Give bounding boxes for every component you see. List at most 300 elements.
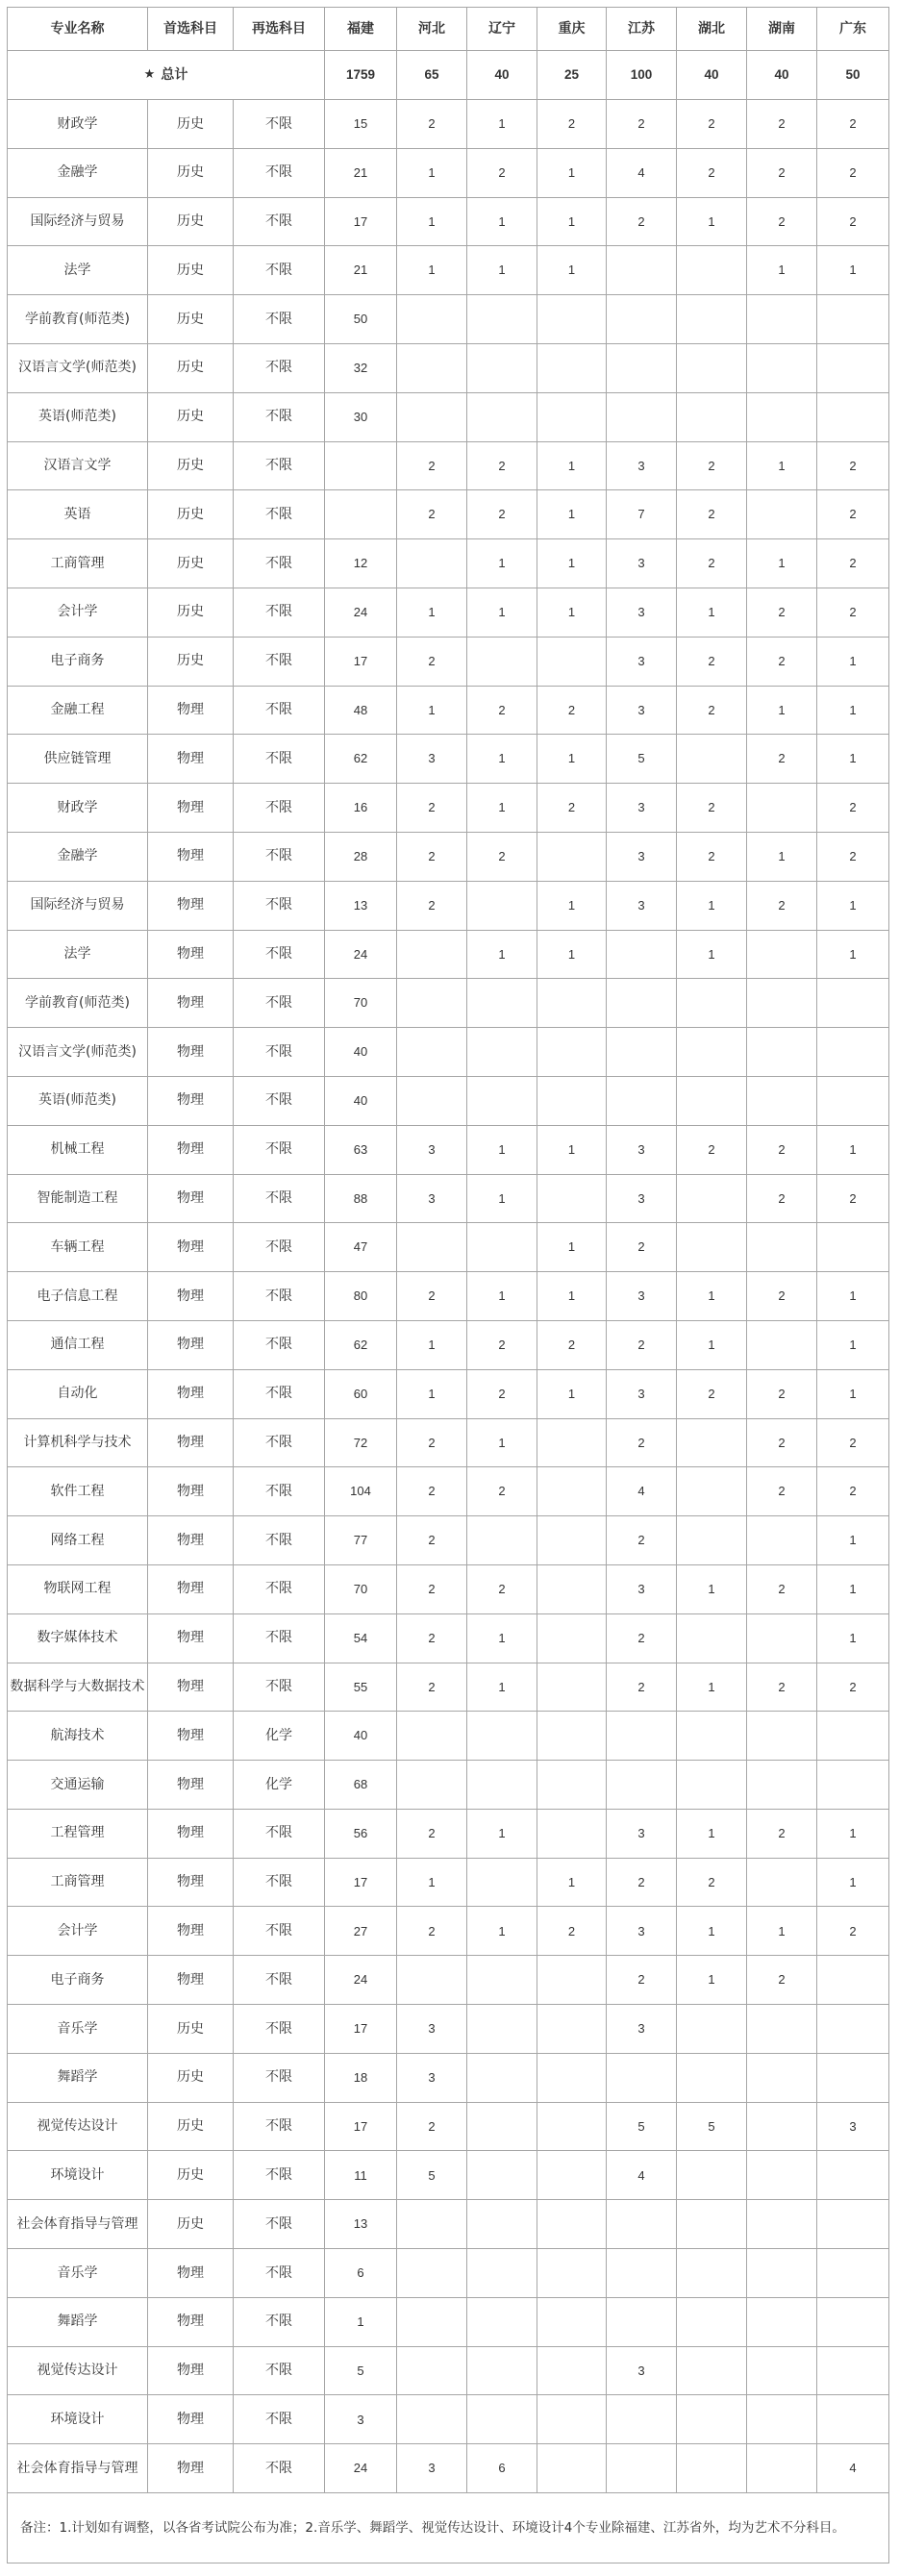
table-row — [8, 1419, 889, 1468]
quota-hubei — [677, 295, 747, 344]
cell-major: 数据科学与大数据技术 — [8, 1663, 148, 1713]
cell-first-subject: 物理 — [148, 1321, 234, 1370]
quota-chongqing — [537, 1467, 607, 1516]
quota-hunan — [747, 1223, 817, 1272]
quota-guangdong: 2 — [817, 1663, 889, 1713]
quota-guangdong — [817, 1761, 889, 1810]
quota-chongqing: 1 — [537, 1126, 607, 1175]
quota-hubei — [677, 2005, 747, 2054]
cell-major: 视觉传达设计 — [8, 2103, 148, 2152]
quota-hubei: 1 — [677, 1907, 747, 1956]
quota-hubei — [677, 246, 747, 295]
table-row — [8, 735, 889, 784]
cell-second-subject: 不限 — [234, 295, 325, 344]
quota-hunan: 2 — [747, 1956, 817, 2005]
quota-hebei: 1 — [397, 588, 467, 638]
quota-fujian: 70 — [325, 1565, 397, 1614]
cell-first-subject: 物理 — [148, 2444, 234, 2493]
quota-hubei: 1 — [677, 1321, 747, 1370]
quota-chongqing — [537, 638, 607, 687]
quota-hebei — [397, 1761, 467, 1810]
quota-chongqing: 1 — [537, 539, 607, 588]
cell-first-subject: 历史 — [148, 442, 234, 491]
cell-major: 社会体育指导与管理 — [8, 2444, 148, 2493]
quota-hubei — [677, 1028, 747, 1077]
quota-hebei: 2 — [397, 882, 467, 931]
table-row — [8, 393, 889, 442]
quota-hebei: 2 — [397, 638, 467, 687]
table-row — [8, 931, 889, 980]
total-hunan: 40 — [747, 51, 817, 100]
quota-guangdong — [817, 2200, 889, 2249]
table-row — [8, 1223, 889, 1272]
table-row — [8, 2249, 889, 2298]
quota-jiangsu: 5 — [607, 2103, 677, 2152]
quota-hunan: 2 — [747, 638, 817, 687]
quota-jiangsu: 3 — [607, 1907, 677, 1956]
quota-fujian: 12 — [325, 539, 397, 588]
quota-hunan: 1 — [747, 687, 817, 736]
quota-fujian: 62 — [325, 1321, 397, 1370]
quota-guangdong: 2 — [817, 588, 889, 638]
cell-second-subject: 不限 — [234, 2151, 325, 2200]
quota-hubei: 1 — [677, 1663, 747, 1713]
quota-chongqing: 1 — [537, 198, 607, 247]
cell-first-subject: 历史 — [148, 2054, 234, 2103]
quota-chongqing: 1 — [537, 490, 607, 539]
quota-hubei — [677, 344, 747, 393]
quota-liaoning — [467, 393, 537, 442]
table-row — [8, 198, 889, 247]
quota-jiangsu: 3 — [607, 882, 677, 931]
quota-hubei: 2 — [677, 442, 747, 491]
quota-jiangsu: 3 — [607, 833, 677, 882]
cell-second-subject: 不限 — [234, 1956, 325, 2005]
quota-hunan — [747, 490, 817, 539]
quota-guangdong — [817, 1712, 889, 1761]
cell-first-subject: 物理 — [148, 1810, 234, 1859]
quota-guangdong: 3 — [817, 2103, 889, 2152]
table-row — [8, 1272, 889, 1321]
table-row — [8, 1077, 889, 1126]
cell-major: 会计学 — [8, 1907, 148, 1956]
quota-liaoning: 2 — [467, 1370, 537, 1419]
quota-guangdong: 1 — [817, 1565, 889, 1614]
quota-guangdong — [817, 1956, 889, 2005]
quota-chongqing: 2 — [537, 1321, 607, 1370]
quota-hunan: 2 — [747, 1810, 817, 1859]
quota-jiangsu: 3 — [607, 687, 677, 736]
quota-fujian: 21 — [325, 149, 397, 198]
cell-second-subject: 不限 — [234, 1223, 325, 1272]
quota-hebei: 2 — [397, 1614, 467, 1663]
cell-major: 舞蹈学 — [8, 2298, 148, 2347]
header-guangdong: 广东 — [817, 8, 889, 51]
cell-second-subject: 不限 — [234, 1126, 325, 1175]
header-jiangsu: 江苏 — [607, 8, 677, 51]
cell-second-subject: 不限 — [234, 833, 325, 882]
cell-major: 英语 — [8, 490, 148, 539]
quota-guangdong: 1 — [817, 735, 889, 784]
cell-second-subject: 不限 — [234, 1516, 325, 1565]
quota-jiangsu — [607, 931, 677, 980]
quota-hubei: 1 — [677, 588, 747, 638]
quota-hubei: 2 — [677, 1126, 747, 1175]
quota-liaoning: 2 — [467, 490, 537, 539]
table-body — [8, 100, 889, 2493]
quota-fujian: 54 — [325, 1614, 397, 1663]
quota-hunan — [747, 2054, 817, 2103]
quota-hebei: 3 — [397, 2444, 467, 2493]
cell-major: 财政学 — [8, 784, 148, 833]
quota-hebei — [397, 2395, 467, 2444]
quota-jiangsu — [607, 2298, 677, 2347]
quota-fujian: 17 — [325, 198, 397, 247]
header-chongqing: 重庆 — [537, 8, 607, 51]
quota-jiangsu: 2 — [607, 1321, 677, 1370]
quota-hunan: 2 — [747, 1370, 817, 1419]
cell-second-subject: 不限 — [234, 393, 325, 442]
quota-jiangsu: 3 — [607, 1272, 677, 1321]
table-row — [8, 2347, 889, 2396]
quota-fujian: 50 — [325, 295, 397, 344]
quota-jiangsu — [607, 2444, 677, 2493]
quota-liaoning — [467, 979, 537, 1028]
quota-guangdong: 2 — [817, 490, 889, 539]
quota-fujian: 21 — [325, 246, 397, 295]
cell-first-subject: 历史 — [148, 344, 234, 393]
cell-major: 交通运输 — [8, 1761, 148, 1810]
quota-guangdong: 2 — [817, 833, 889, 882]
quota-guangdong: 1 — [817, 246, 889, 295]
quota-guangdong — [817, 295, 889, 344]
table-row — [8, 784, 889, 833]
quota-liaoning: 2 — [467, 1321, 537, 1370]
quota-hubei — [677, 1516, 747, 1565]
quota-chongqing — [537, 2347, 607, 2396]
cell-first-subject: 物理 — [148, 1126, 234, 1175]
quota-hunan: 2 — [747, 100, 817, 149]
quota-jiangsu: 3 — [607, 588, 677, 638]
quota-liaoning: 1 — [467, 246, 537, 295]
quota-liaoning — [467, 2054, 537, 2103]
quota-chongqing: 2 — [537, 687, 607, 736]
quota-chongqing — [537, 2005, 607, 2054]
quota-fujian: 13 — [325, 2200, 397, 2249]
cell-second-subject: 不限 — [234, 1614, 325, 1663]
cell-major: 工商管理 — [8, 1859, 148, 1908]
quota-hebei: 3 — [397, 2054, 467, 2103]
quota-guangdong — [817, 2395, 889, 2444]
quota-hubei: 2 — [677, 1370, 747, 1419]
quota-hebei — [397, 979, 467, 1028]
table-row — [8, 1467, 889, 1516]
table-row — [8, 539, 889, 588]
quota-liaoning — [467, 1859, 537, 1908]
quota-liaoning — [467, 2298, 537, 2347]
quota-chongqing — [537, 2444, 607, 2493]
quota-hunan — [747, 295, 817, 344]
cell-second-subject: 不限 — [234, 2298, 325, 2347]
quota-liaoning: 2 — [467, 149, 537, 198]
quota-chongqing — [537, 1761, 607, 1810]
cell-second-subject: 不限 — [234, 882, 325, 931]
quota-fujian: 24 — [325, 931, 397, 980]
quota-fujian: 40 — [325, 1077, 397, 1126]
quota-hebei: 3 — [397, 735, 467, 784]
quota-guangdong: 2 — [817, 100, 889, 149]
quota-jiangsu — [607, 1077, 677, 1126]
quota-hebei: 1 — [397, 149, 467, 198]
cell-second-subject: 不限 — [234, 2200, 325, 2249]
quota-hunan: 1 — [747, 539, 817, 588]
quota-jiangsu: 2 — [607, 1516, 677, 1565]
cell-first-subject: 物理 — [148, 1467, 234, 1516]
quota-chongqing — [537, 2054, 607, 2103]
quota-hunan — [747, 393, 817, 442]
quota-chongqing — [537, 393, 607, 442]
quota-jiangsu: 5 — [607, 735, 677, 784]
quota-hebei — [397, 1028, 467, 1077]
table-row — [8, 1761, 889, 1810]
quota-hebei: 1 — [397, 1321, 467, 1370]
quota-liaoning: 2 — [467, 442, 537, 491]
table-row — [8, 638, 889, 687]
quota-hubei: 1 — [677, 882, 747, 931]
header-first-subject: 首选科目 — [148, 8, 234, 51]
cell-first-subject: 物理 — [148, 735, 234, 784]
quota-guangdong — [817, 2347, 889, 2396]
quota-guangdong: 1 — [817, 1614, 889, 1663]
quota-liaoning — [467, 1761, 537, 1810]
cell-major: 国际经济与贸易 — [8, 882, 148, 931]
quota-hunan: 2 — [747, 1565, 817, 1614]
cell-first-subject: 物理 — [148, 931, 234, 980]
table-row — [8, 100, 889, 149]
cell-second-subject: 不限 — [234, 100, 325, 149]
cell-major: 金融学 — [8, 149, 148, 198]
quota-jiangsu: 4 — [607, 149, 677, 198]
quota-jiangsu — [607, 2054, 677, 2103]
quota-hubei — [677, 735, 747, 784]
quota-jiangsu: 7 — [607, 490, 677, 539]
quota-hebei — [397, 393, 467, 442]
quota-fujian: 30 — [325, 393, 397, 442]
quota-guangdong: 1 — [817, 638, 889, 687]
quota-chongqing — [537, 1614, 607, 1663]
quota-chongqing — [537, 2298, 607, 2347]
quota-liaoning — [467, 1956, 537, 2005]
table-header-row — [8, 8, 889, 51]
quota-jiangsu: 2 — [607, 198, 677, 247]
quota-chongqing — [537, 1419, 607, 1468]
cell-first-subject: 物理 — [148, 1419, 234, 1468]
quota-hebei: 3 — [397, 1126, 467, 1175]
quota-hunan — [747, 1761, 817, 1810]
cell-second-subject: 不限 — [234, 149, 325, 198]
cell-first-subject: 物理 — [148, 2395, 234, 2444]
table-row — [8, 1516, 889, 1565]
quota-liaoning: 1 — [467, 1175, 537, 1224]
quota-fujian: 27 — [325, 1907, 397, 1956]
quota-fujian: 55 — [325, 1663, 397, 1713]
quota-hubei: 2 — [677, 784, 747, 833]
quota-hubei — [677, 2200, 747, 2249]
enrollment-plan-table — [7, 7, 889, 2563]
quota-hunan — [747, 344, 817, 393]
quota-fujian: 16 — [325, 784, 397, 833]
cell-second-subject: 不限 — [234, 2005, 325, 2054]
cell-major: 航海技术 — [8, 1712, 148, 1761]
quota-fujian: 24 — [325, 2444, 397, 2493]
cell-second-subject: 不限 — [234, 638, 325, 687]
quota-fujian: 68 — [325, 1761, 397, 1810]
cell-second-subject: 不限 — [234, 2249, 325, 2298]
quota-chongqing: 1 — [537, 931, 607, 980]
quota-hubei: 1 — [677, 1272, 747, 1321]
quota-fujian — [325, 442, 397, 491]
quota-chongqing — [537, 2249, 607, 2298]
cell-second-subject: 化学 — [234, 1761, 325, 1810]
header-hubei: 湖北 — [677, 8, 747, 51]
quota-chongqing: 1 — [537, 735, 607, 784]
cell-second-subject: 不限 — [234, 1663, 325, 1713]
quota-hubei — [677, 1077, 747, 1126]
quota-chongqing: 2 — [537, 1907, 607, 1956]
total-guangdong: 50 — [817, 51, 889, 100]
quota-chongqing — [537, 1028, 607, 1077]
quota-guangdong: 1 — [817, 882, 889, 931]
quota-guangdong — [817, 1077, 889, 1126]
quota-guangdong: 2 — [817, 1467, 889, 1516]
quota-hubei: 2 — [677, 149, 747, 198]
quota-jiangsu — [607, 1028, 677, 1077]
quota-fujian: 13 — [325, 882, 397, 931]
quota-liaoning: 1 — [467, 1614, 537, 1663]
cell-second-subject: 不限 — [234, 1467, 325, 1516]
quota-guangdong — [817, 979, 889, 1028]
cell-major: 工商管理 — [8, 539, 148, 588]
quota-hebei: 2 — [397, 442, 467, 491]
quota-liaoning: 1 — [467, 198, 537, 247]
cell-major: 环境设计 — [8, 2151, 148, 2200]
total-jiangsu: 100 — [607, 51, 677, 100]
quota-chongqing — [537, 1663, 607, 1713]
quota-liaoning — [467, 2005, 537, 2054]
quota-hubei — [677, 2298, 747, 2347]
quota-chongqing — [537, 2103, 607, 2152]
quota-hubei — [677, 393, 747, 442]
quota-jiangsu — [607, 2395, 677, 2444]
cell-first-subject: 历史 — [148, 588, 234, 638]
cell-first-subject: 历史 — [148, 490, 234, 539]
cell-major: 汉语言文学 — [8, 442, 148, 491]
cell-major: 汉语言文学(师范类) — [8, 344, 148, 393]
cell-first-subject: 物理 — [148, 1712, 234, 1761]
total-label-cell — [8, 51, 325, 100]
quota-fujian: 77 — [325, 1516, 397, 1565]
cell-second-subject: 不限 — [234, 979, 325, 1028]
cell-second-subject: 不限 — [234, 1028, 325, 1077]
quota-guangdong: 1 — [817, 687, 889, 736]
quota-jiangsu: 2 — [607, 1223, 677, 1272]
header-fujian: 福建 — [325, 8, 397, 51]
quota-liaoning — [467, 2200, 537, 2249]
quota-hebei: 2 — [397, 1516, 467, 1565]
quota-fujian: 24 — [325, 1956, 397, 2005]
quota-hebei: 2 — [397, 1467, 467, 1516]
quota-jiangsu — [607, 1761, 677, 1810]
quota-jiangsu: 2 — [607, 1956, 677, 2005]
quota-hunan: 2 — [747, 735, 817, 784]
quota-fujian: 80 — [325, 1272, 397, 1321]
quota-fujian: 1 — [325, 2298, 397, 2347]
cell-major: 电子信息工程 — [8, 1272, 148, 1321]
quota-guangdong: 2 — [817, 198, 889, 247]
quota-hubei — [677, 1614, 747, 1663]
quota-hebei: 1 — [397, 1370, 467, 1419]
quota-jiangsu: 3 — [607, 1810, 677, 1859]
quota-guangdong: 2 — [817, 784, 889, 833]
footer-note: 备注：1.计划如有调整，以各省考试院公布为准；2.音乐学、舞蹈学、视觉传达设计、环境设计4个专业除福建、江苏省外，均为艺术不分科目。 — [8, 2493, 889, 2563]
quota-chongqing — [537, 2200, 607, 2249]
quota-hunan — [747, 979, 817, 1028]
quota-hubei — [677, 2249, 747, 2298]
quota-hunan — [747, 2347, 817, 2396]
quota-hubei: 1 — [677, 1956, 747, 2005]
quota-hebei: 5 — [397, 2151, 467, 2200]
quota-hebei — [397, 295, 467, 344]
quota-liaoning: 1 — [467, 100, 537, 149]
quota-hubei: 2 — [677, 687, 747, 736]
quota-jiangsu — [607, 246, 677, 295]
total-row — [8, 51, 889, 100]
quota-guangdong: 1 — [817, 1321, 889, 1370]
quota-guangdong — [817, 2298, 889, 2347]
quota-hebei: 2 — [397, 1419, 467, 1468]
quota-hubei: 1 — [677, 1810, 747, 1859]
quota-liaoning: 2 — [467, 1467, 537, 1516]
quota-fujian: 60 — [325, 1370, 397, 1419]
quota-guangdong — [817, 2005, 889, 2054]
cell-major: 计算机科学与技术 — [8, 1419, 148, 1468]
quota-hunan: 1 — [747, 1907, 817, 1956]
quota-hunan: 2 — [747, 1467, 817, 1516]
total-label: 总计 — [161, 66, 188, 83]
quota-hubei — [677, 2444, 747, 2493]
cell-major: 汉语言文学(师范类) — [8, 1028, 148, 1077]
cell-first-subject: 物理 — [148, 1272, 234, 1321]
quota-hebei — [397, 344, 467, 393]
quota-hebei — [397, 1223, 467, 1272]
cell-second-subject: 不限 — [234, 1370, 325, 1419]
quota-hebei — [397, 1956, 467, 2005]
cell-first-subject: 物理 — [148, 2249, 234, 2298]
quota-liaoning — [467, 2395, 537, 2444]
cell-second-subject: 不限 — [234, 1907, 325, 1956]
cell-major: 社会体育指导与管理 — [8, 2200, 148, 2249]
cell-second-subject: 不限 — [234, 246, 325, 295]
table-row — [8, 295, 889, 344]
cell-major: 英语(师范类) — [8, 393, 148, 442]
cell-first-subject: 物理 — [148, 1223, 234, 1272]
cell-first-subject: 历史 — [148, 2005, 234, 2054]
table-row — [8, 1956, 889, 2005]
quota-chongqing — [537, 295, 607, 344]
quota-hebei: 2 — [397, 1565, 467, 1614]
quota-hunan — [747, 2444, 817, 2493]
quota-guangdong: 1 — [817, 1516, 889, 1565]
